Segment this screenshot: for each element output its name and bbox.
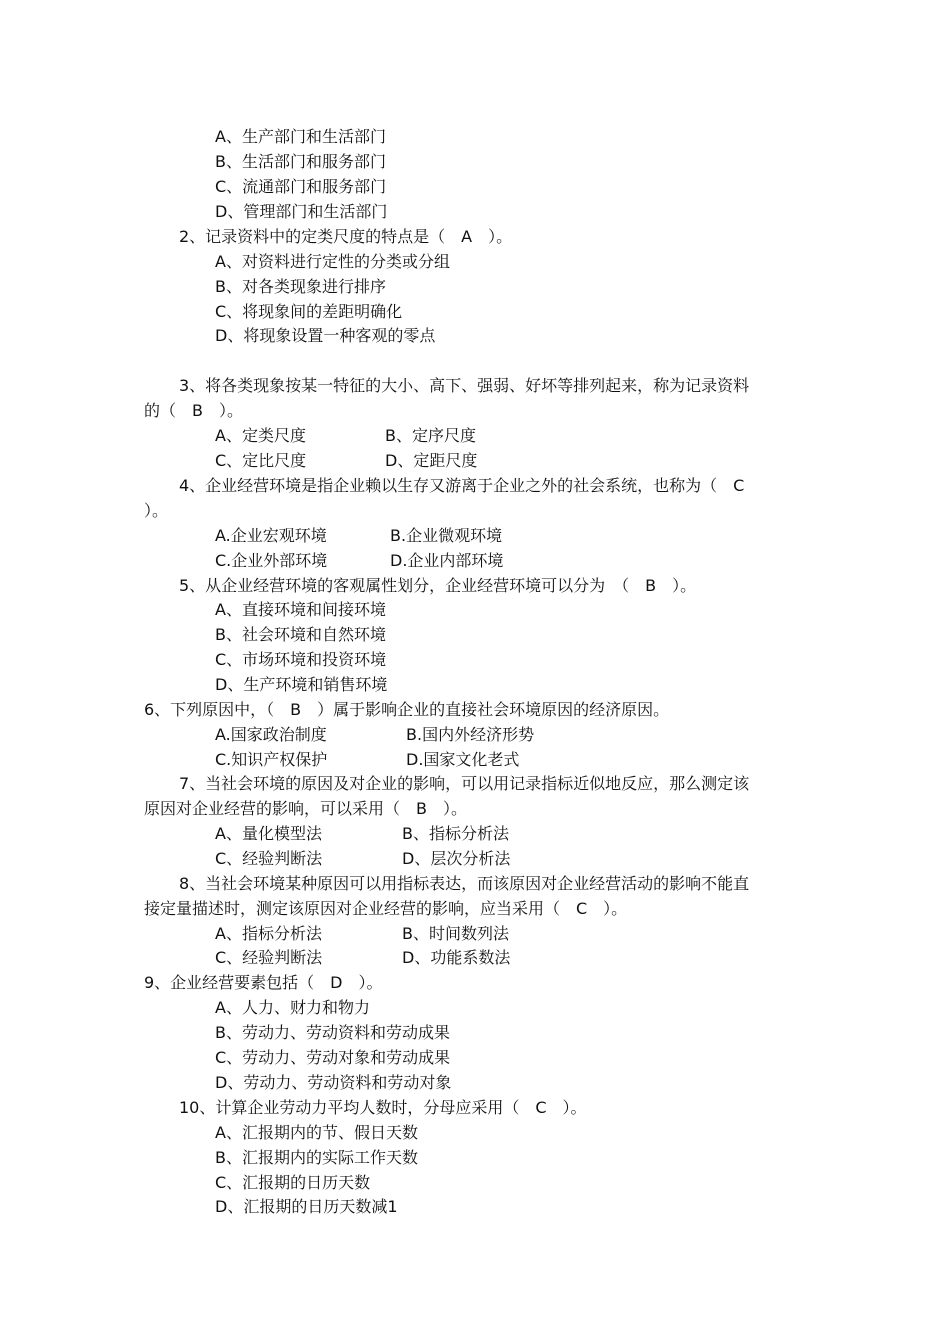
q1-option-c: C、流通部门和服务部门 <box>215 177 387 196</box>
q6-stem: 6、下列原因中，（ B ）属于影响企业的直接社会环境原因的经济原因。 <box>144 700 670 719</box>
q3-option-b: B、定序尺度 <box>385 426 476 445</box>
q2-option-d: D、将现象设置一种客观的零点 <box>215 326 436 345</box>
q5-option-c: C、市场环境和投资环境 <box>215 650 387 669</box>
q7-option-d: D、层次分析法 <box>402 849 511 868</box>
q5-option-d: D、生产环境和销售环境 <box>215 675 388 694</box>
q4-stem-line2: ）。 <box>144 501 169 520</box>
q9-stem: 9、企业经营要素包括（ D ）。 <box>144 973 383 992</box>
q4-option-a: A.企业宏观环境 <box>215 526 327 545</box>
q7-stem-line2: 原因对企业经营的影响，可以采用（ B ）。 <box>144 799 467 818</box>
q7-option-b: B、指标分析法 <box>402 824 509 843</box>
q7-option-a: A、量化模型法 <box>215 824 322 843</box>
q3-option-d: D、定距尺度 <box>385 451 478 470</box>
q10-option-a: A、汇报期内的节、假日天数 <box>215 1123 418 1142</box>
q4-option-c: C.企业外部环境 <box>215 551 328 570</box>
q8-stem-line2: 接定量描述时，测定该原因对企业经营的影响，应当采用（ C ）。 <box>144 899 628 918</box>
q3-stem-line2: 的（ B ）。 <box>144 401 243 420</box>
q4-option-d: D.企业内部环境 <box>390 551 504 570</box>
q2-stem: 2、记录资料中的定类尺度的特点是（ A ）。 <box>179 227 513 246</box>
q6-option-d: D.国家文化老式 <box>406 750 520 769</box>
q6-option-c: C.知识产权保护 <box>215 750 328 769</box>
q5-stem: 5、从企业经营环境的客观属性划分，企业经营环境可以分为 （ B ）。 <box>179 576 697 595</box>
q2-option-c: C、将现象间的差距明确化 <box>215 302 403 321</box>
q5-option-a: A、直接环境和间接环境 <box>215 600 386 619</box>
q10-option-c: C、汇报期的日历天数 <box>215 1173 371 1192</box>
q1-option-d: D、管理部门和生活部门 <box>215 202 388 221</box>
q6-option-b: B.国内外经济形势 <box>406 725 535 744</box>
q9-option-a: A、人力、财力和物力 <box>215 998 370 1017</box>
q2-option-b: B、对各类现象进行排序 <box>215 277 386 296</box>
q5-option-b: B、社会环境和自然环境 <box>215 625 386 644</box>
q8-stem-line1: 8、当社会环境某种原因可以用指标表达，而该原因对企业经营活动的影响不能直 <box>179 874 750 893</box>
q9-option-b: B、劳动力、劳动资料和劳动成果 <box>215 1023 450 1042</box>
q1-option-b: B、生活部门和服务部门 <box>215 152 386 171</box>
q1-option-a: A、生产部门和生活部门 <box>215 127 386 146</box>
q8-option-c: C、经验判断法 <box>215 948 323 967</box>
q4-option-b: B.企业微观环境 <box>390 526 503 545</box>
q7-stem-line1: 7、当社会环境的原因及对企业的影响，可以用记录指标近似地反应，那么测定该 <box>179 774 750 793</box>
q4-stem-line1: 4、企业经营环境是指企业赖以生存又游离于企业之外的社会系统，也称为（ C <box>179 476 745 495</box>
q10-option-b: B、汇报期内的实际工作天数 <box>215 1148 418 1167</box>
q10-stem: 10、计算企业劳动力平均人数时，分母应采用（ C ）。 <box>179 1098 587 1117</box>
q8-option-a: A、指标分析法 <box>215 924 322 943</box>
q7-option-c: C、经验判断法 <box>215 849 323 868</box>
q10-option-d: D、汇报期的日历天数减1 <box>215 1197 398 1216</box>
q9-option-c: C、劳动力、劳动对象和劳动成果 <box>215 1048 451 1067</box>
q3-stem-line1: 3、将各类现象按某一特征的大小、高下、强弱、好坏等排列起来，称为记录资料 <box>179 376 750 395</box>
q8-option-b: B、时间数列法 <box>402 924 509 943</box>
q2-option-a: A、对资料进行定性的分类或分组 <box>215 252 450 271</box>
q9-option-d: D、劳动力、劳动资料和劳动对象 <box>215 1073 452 1092</box>
q6-option-a: A.国家政治制度 <box>215 725 327 744</box>
q3-option-c: C、定比尺度 <box>215 451 307 470</box>
q3-option-a: A、定类尺度 <box>215 426 306 445</box>
q8-option-d: D、功能系数法 <box>402 948 511 967</box>
